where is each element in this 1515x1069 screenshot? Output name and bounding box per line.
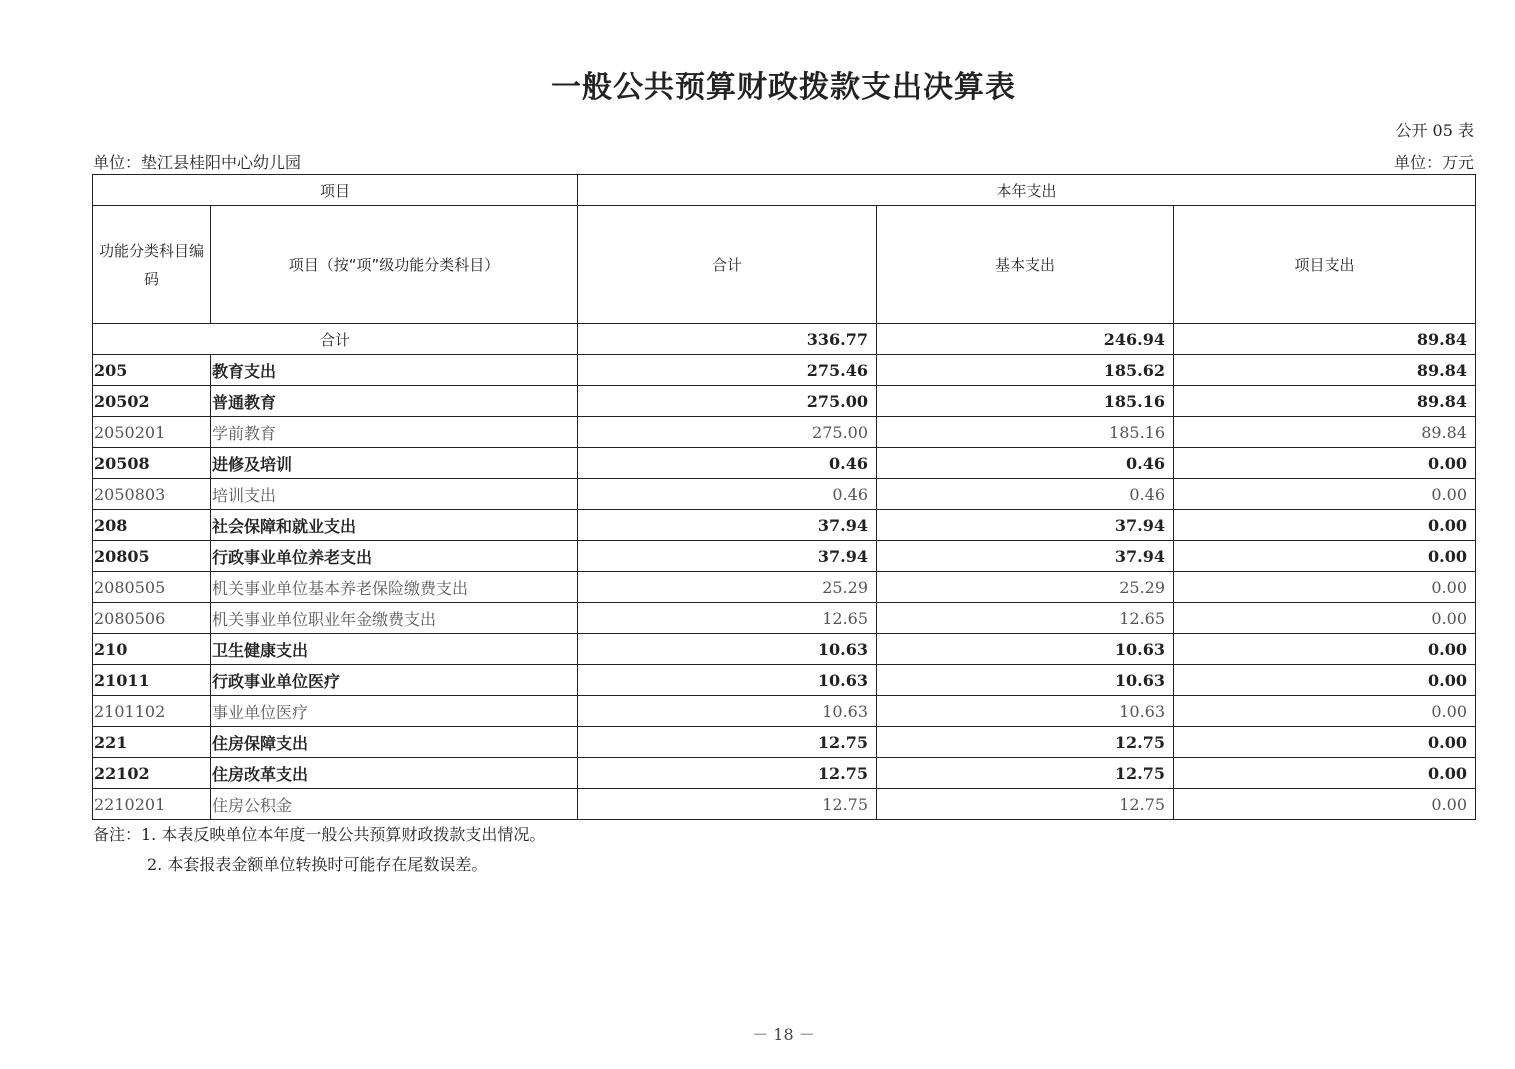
row-total: 10.63 [578, 665, 877, 696]
header-current-year: 本年支出 [578, 175, 1476, 206]
row-project: 0.00 [1174, 448, 1476, 479]
row-code: 208 [93, 510, 211, 541]
notes [93, 820, 545, 880]
header-row-2 [93, 206, 1476, 324]
row-basic: 10.63 [877, 634, 1174, 665]
row-name: 行政事业单位医疗 [211, 665, 578, 696]
row-code: 20502 [93, 386, 211, 417]
total-row [93, 324, 1476, 355]
row-name: 住房保障支出 [211, 727, 578, 758]
table-row [93, 634, 1476, 665]
table-row [93, 572, 1476, 603]
row-name: 培训支出 [211, 479, 578, 510]
row-total: 12.75 [578, 789, 877, 820]
total-project: 89.84 [1174, 324, 1476, 355]
header-total: 合计 [578, 206, 877, 324]
row-project: 0.00 [1174, 665, 1476, 696]
total-label: 合计 [93, 324, 578, 355]
row-total: 37.94 [578, 510, 877, 541]
header-basic: 基本支出 [877, 206, 1174, 324]
table-row [93, 355, 1476, 386]
table-row [93, 603, 1476, 634]
expenditure-table [92, 174, 1476, 820]
row-basic: 12.65 [877, 603, 1174, 634]
total-sum: 336.77 [578, 324, 877, 355]
row-code: 221 [93, 727, 211, 758]
row-basic: 12.75 [877, 727, 1174, 758]
row-project: 0.00 [1174, 789, 1476, 820]
row-total: 10.63 [578, 696, 877, 727]
row-total: 12.65 [578, 603, 877, 634]
row-project: 0.00 [1174, 603, 1476, 634]
table-row [93, 541, 1476, 572]
header-project: 项目支出 [1174, 206, 1476, 324]
organization-label: 单位：垫江县桂阳中心幼儿园 [93, 153, 302, 172]
row-code: 2080505 [93, 572, 211, 603]
row-code: 22102 [93, 758, 211, 789]
row-name: 机关事业单位基本养老保险缴费支出 [211, 572, 578, 603]
row-project: 0.00 [1174, 541, 1476, 572]
table-row [93, 789, 1476, 820]
row-total: 25.29 [578, 572, 877, 603]
row-total: 275.00 [578, 386, 877, 417]
row-project: 0.00 [1174, 572, 1476, 603]
row-name: 事业单位医疗 [211, 696, 578, 727]
row-name: 机关事业单位职业年金缴费支出 [211, 603, 578, 634]
table-row [93, 510, 1476, 541]
row-basic: 12.75 [877, 789, 1174, 820]
unit-label: 单位：万元 [1393, 153, 1474, 172]
row-code: 210 [93, 634, 211, 665]
row-name: 进修及培训 [211, 448, 578, 479]
row-code: 2210201 [93, 789, 211, 820]
row-project: 0.00 [1174, 510, 1476, 541]
note-line-2: 2. 本套报表金额单位转换时可能存在尾数误差。 [147, 855, 488, 874]
header-name: 项目（按“项”级功能分类科目） [211, 206, 578, 324]
row-total: 37.94 [578, 541, 877, 572]
total-basic: 246.94 [877, 324, 1174, 355]
row-basic: 0.46 [877, 479, 1174, 510]
table-row [93, 727, 1476, 758]
row-total: 0.46 [578, 448, 877, 479]
form-number: 公开 05 表 [1395, 121, 1474, 140]
row-name: 学前教育 [211, 417, 578, 448]
row-total: 12.75 [578, 758, 877, 789]
table-row [93, 758, 1476, 789]
header-row-1 [93, 175, 1476, 206]
row-basic: 37.94 [877, 541, 1174, 572]
row-code: 2050803 [93, 479, 211, 510]
row-code: 2050201 [93, 417, 211, 448]
row-total: 275.46 [578, 355, 877, 386]
table-row [93, 417, 1476, 448]
table-row [93, 696, 1476, 727]
row-code: 2080506 [93, 603, 211, 634]
row-basic: 10.63 [877, 696, 1174, 727]
row-name: 卫生健康支出 [211, 634, 578, 665]
row-name: 行政事业单位养老支出 [211, 541, 578, 572]
row-code: 20508 [93, 448, 211, 479]
page-number: － 18 － [752, 1025, 815, 1044]
row-name: 住房改革支出 [211, 758, 578, 789]
table-row [93, 665, 1476, 696]
row-basic: 12.75 [877, 758, 1174, 789]
row-total: 0.46 [578, 479, 877, 510]
row-basic: 37.94 [877, 510, 1174, 541]
row-project: 0.00 [1174, 634, 1476, 665]
row-code: 21011 [93, 665, 211, 696]
row-basic: 25.29 [877, 572, 1174, 603]
header-code: 功能分类科目编码 [93, 206, 211, 324]
row-project: 0.00 [1174, 758, 1476, 789]
row-project: 89.84 [1174, 386, 1476, 417]
row-total: 10.63 [578, 634, 877, 665]
row-total: 275.00 [578, 417, 877, 448]
row-project: 89.84 [1174, 417, 1476, 448]
row-project: 0.00 [1174, 727, 1476, 758]
table-row [93, 386, 1476, 417]
row-basic: 0.46 [877, 448, 1174, 479]
table-row [93, 448, 1476, 479]
row-name: 教育支出 [211, 355, 578, 386]
row-code: 2101102 [93, 696, 211, 727]
row-total: 12.75 [578, 727, 877, 758]
header-item: 项目 [93, 175, 578, 206]
row-project: 0.00 [1174, 479, 1476, 510]
row-name: 普通教育 [211, 386, 578, 417]
page-title: 一般公共预算财政拨款支出决算表 [551, 70, 1016, 105]
row-code: 20805 [93, 541, 211, 572]
row-project: 0.00 [1174, 696, 1476, 727]
row-basic: 10.63 [877, 665, 1174, 696]
row-code: 205 [93, 355, 211, 386]
note-line-1: 备注：1. 本表反映单位本年度一般公共预算财政拨款支出情况。 [93, 825, 546, 844]
row-basic: 185.62 [877, 355, 1174, 386]
table-row [93, 479, 1476, 510]
row-basic: 185.16 [877, 417, 1174, 448]
row-basic: 185.16 [877, 386, 1174, 417]
row-name: 社会保障和就业支出 [211, 510, 578, 541]
row-name: 住房公积金 [211, 789, 578, 820]
row-project: 89.84 [1174, 355, 1476, 386]
